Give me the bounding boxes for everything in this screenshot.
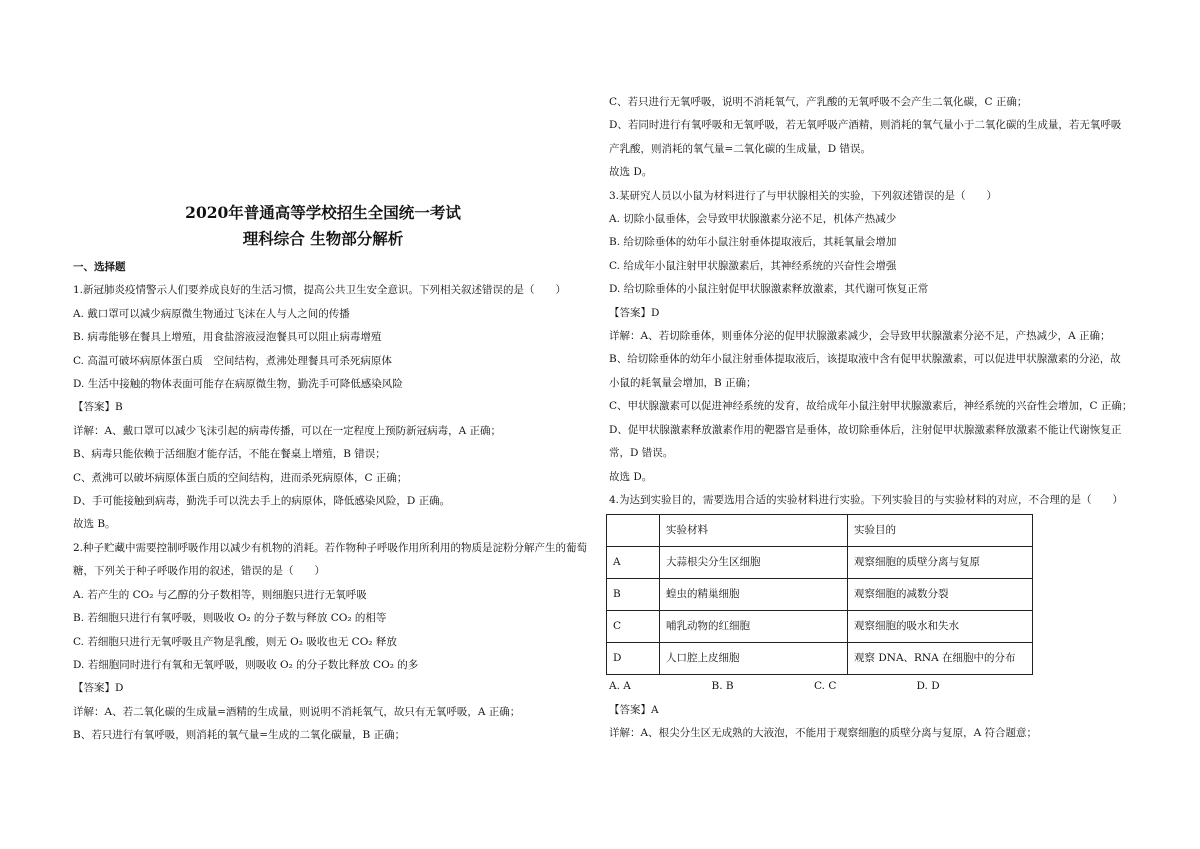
table-header-cell: 实验目的	[848, 515, 1033, 547]
doc-title: 2020年普通高等学校招生全国统一考试	[185, 203, 461, 222]
table-header-cell	[607, 515, 660, 547]
text-line: C. 若细胞只进行无氧呼吸且产物是乳酸，则无 O₂ 吸收也无 CO₂ 释放	[73, 635, 397, 648]
text-line: 详解：A、戴口罩可以减少飞沫引起的病毒传播，可以在一定程度上预防新冠病毒，A 正确；	[73, 424, 502, 437]
text-line: 产乳酸，则消耗的氧气量=二氧化碳的生成量，D 错误。	[609, 142, 872, 155]
text-line: C. 高温可破坏病原体蛋白质 空间结构，煮沸处理餐具可杀死病原体	[73, 354, 392, 367]
text-line: D、促甲状腺激素释放激素作用的靶器官是垂体，故切除垂体后，注射促甲状腺激素释放激素不能让代谢恢复正	[609, 423, 1122, 436]
text-line: C、若只进行无氧呼吸，说明不消耗氧气，产乳酸的无氧呼吸不会产生二氧化碳，C 正确；	[609, 96, 1028, 108]
text-line: 小鼠的耗氧量会增加，B 正确；	[609, 376, 757, 389]
table-cell: 大蒜根尖分生区细胞	[660, 547, 848, 579]
table-row	[607, 579, 1033, 611]
text-line: C、甲状腺激素可以促进神经系统的发育，故给成年小鼠注射甲状腺激素后，神经系统的兴奋性会增加，C 正确；	[609, 400, 1133, 413]
table-header-cell: 实验材料	[660, 515, 848, 547]
text-line: 【答案】B	[73, 401, 123, 414]
text-line: 3.某研究人员以小鼠为材料进行了与甲状腺相关的实验，下列叙述错误的是（ ）	[609, 189, 998, 202]
text-line: C. 给成年小鼠注射甲状腺激素后，其神经系统的兴奋性会增强	[609, 259, 897, 272]
text-line: 常，D 错误。	[609, 447, 674, 460]
table-cell: 蝗虫的精巢细胞	[660, 579, 848, 611]
text-line: 详解：A、若切除垂体，则垂体分泌的促甲状腺激素减少，会导致甲状腺激素分泌不足，产热减少，A 正确；	[609, 330, 1111, 343]
table-row	[607, 547, 1033, 579]
text-line: 【答案】D	[73, 682, 124, 695]
table-cell: 观察细胞的质壁分离与复原	[848, 547, 1033, 579]
option-b: B. B	[711, 680, 734, 693]
text-line: 【答案】A	[609, 703, 659, 716]
table-cell: 哺乳动物的红细胞	[660, 611, 848, 643]
text-line: C、煮沸可以破坏病原体蛋白质的空间结构，进而杀死病原体，C 正确；	[73, 471, 408, 484]
table-cell: B	[607, 579, 660, 611]
left-text-body	[73, 279, 593, 747]
text-line: 故选 D。	[609, 470, 653, 483]
text-line: D. 给切除垂体的小鼠注射促甲状腺激素释放激素，其代谢可恢复正常	[609, 283, 929, 296]
text-line: A. 戴口罩可以减少病原微生物通过飞沫在人与人之间的传播	[73, 307, 350, 320]
option-d: D. D	[916, 680, 940, 693]
text-line: 故选 D。	[609, 166, 653, 179]
text-line: 详解：A、根尖分生区无成熟的大液泡，不能用于观察细胞的质壁分离与复原，A 符合题意；	[609, 727, 1038, 740]
table-header-row	[607, 515, 1033, 547]
right-text-body-top	[609, 91, 1149, 512]
table-row	[607, 611, 1033, 643]
text-line: B. 病毒能够在餐具上增殖，用食盐溶液浸泡餐具可以阻止病毒增殖	[73, 331, 382, 344]
experiment-table	[606, 514, 1033, 675]
answer-options	[609, 675, 1019, 698]
option-a: A. A	[609, 680, 631, 693]
text-line: B、给切除垂体的幼年小鼠注射垂体提取液后，该提取液中含有促甲状腺激素，可以促进甲状腺激素的分泌，故	[609, 353, 1121, 366]
table-cell: D	[607, 643, 660, 675]
text-line: D、若同时进行有氧呼吸和无氧呼吸，若无氧呼吸产酒精，则消耗的氧气量小于二氧化碳的生成量，若无氧呼吸	[609, 119, 1122, 132]
text-line: 【答案】D	[609, 306, 660, 319]
right-text-body-bottom	[609, 699, 1149, 746]
table-cell: 观察细胞的吸水和失水	[848, 611, 1033, 643]
text-line: B、病毒只能依赖于活细胞才能存活，不能在餐桌上增殖，B 错误；	[73, 448, 386, 461]
table-cell: 观察细胞的减数分裂	[848, 579, 1033, 611]
text-line: D. 生活中接触的物体表面可能存在病原微生物，勤洗手可降低感染风险	[73, 378, 403, 391]
text-line: 详解：A、若二氧化碳的生成量=酒精的生成量，则说明不消耗氧气，故只有无氧呼吸，A 正确；	[73, 705, 521, 718]
option-c: C. C	[814, 680, 837, 693]
text-line: 糖，下列关于种子呼吸作用的叙述，错误的是（ ）	[73, 565, 325, 578]
section-heading: 一、选择题	[73, 261, 126, 273]
table-cell: 人口腔上皮细胞	[660, 643, 848, 675]
table-row	[607, 643, 1033, 675]
left-column	[73, 190, 593, 748]
text-line: D、手可能接触到病毒，勤洗手可以洗去手上的病原体，降低感染风险，D 正确。	[73, 495, 451, 508]
text-line: 2.种子贮藏中需要控制呼吸作用以减少有机物的消耗。若作物种子呼吸作用所利用的物质是淀粉分解产生的葡萄	[73, 541, 588, 554]
text-line: A. 切除小鼠垂体，会导致甲状腺激素分泌不足，机体产热减少	[609, 213, 897, 226]
text-line: B. 给切除垂体的幼年小鼠注射垂体提取液后，其耗氧量会增加	[609, 236, 897, 249]
text-line: B. 若细胞只进行有氧呼吸，则吸收 O₂ 的分子数与释放 CO₂ 的相等	[73, 612, 387, 625]
right-column	[609, 91, 1149, 746]
text-line: 故选 B。	[73, 518, 116, 531]
text-line: A. 若产生的 CO₂ 与乙醇的分子数相等，则细胞只进行无氧呼吸	[73, 588, 367, 601]
text-line: 4.为达到实验目的，需要选用合适的实验材料进行实验。下列实验目的与实验材料的对应，不合理的是（ ）	[609, 493, 1124, 506]
text-line: D. 若细胞同时进行有氧和无氧呼吸，则吸收 O₂ 的分子数比释放 CO₂ 的多	[73, 658, 419, 671]
text-line: B、若只进行有氧呼吸，则消耗的氧气量=生成的二氧化碳量，B 正确；	[73, 729, 406, 742]
table-cell: C	[607, 611, 660, 643]
doc-subtitle: 理科综合 生物部分解析	[242, 229, 404, 248]
text-line: 1.新冠肺炎疫情警示人们要养成良好的生活习惯，提高公共卫生安全意识。下列相关叙述错误的是（ ）	[73, 284, 567, 297]
table-cell: 观察 DNA、RNA 在细胞中的分布	[848, 643, 1033, 675]
table-cell: A	[607, 547, 660, 579]
